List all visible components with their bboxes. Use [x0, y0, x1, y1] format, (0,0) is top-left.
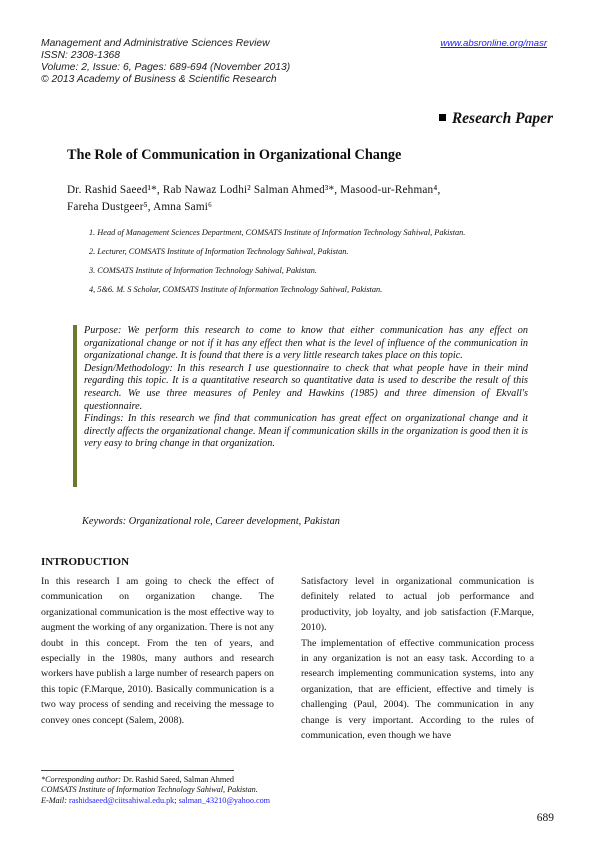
keywords: Keywords: Organizational role, Career development, Pakistan [82, 516, 340, 527]
affiliation-item: 4, 5&6. M. S Scholar, COMSATS Institute of Information Technology Sahiwal, Pakistan. [89, 285, 383, 294]
affiliations [89, 227, 465, 303]
square-bullet-icon [439, 114, 446, 121]
abstract-box [73, 325, 528, 487]
abstract-purpose: Purpose: We perform this research to come to know that either communication has any effect on organizational change or not if it has any effect then what is the level of influence of the communication in organizational change. It is found that there is a very little research takes place on this topic. [84, 325, 528, 362]
affiliation-item: 1. Head of Management Sciences Department, COMSATS Institute of Information Technology Sahiwal, Pakistan. [89, 228, 466, 237]
copyright: © 2013 Academy of Business & Scientific Research [41, 74, 277, 85]
author-list [67, 182, 440, 216]
paragraph: In this research I am going to check the effect of communication on organization change. The organizational communication is the most effective way to augment the working of any organization. There is not any doubt in this concept. From the ten of years, and especially in the 1980s, many authors and research workers have publish a large number of research papers on this topic (F.Marque, 2010). Basically communication is a two way process of sending and receiving the message to convey ones concept (Salem, 2008). [41, 576, 274, 726]
footnote-names: Dr. Rashid Saeed, Salman Ahmed [120, 775, 235, 784]
page-number: 689 [536, 812, 554, 824]
email-link[interactable]: rashidsaeed@ciitsahiwal.edu.pk [68, 795, 175, 805]
footnote-label: *Corresponding author: [41, 775, 121, 784]
right-column [301, 574, 534, 743]
section-heading: INTRODUCTION [41, 556, 130, 568]
website-link[interactable]: www.absronline.org/masr [440, 38, 547, 49]
footnote-institute: COMSATS Institute of Information Technology Sahiwal, Pakistan. [41, 785, 258, 795]
email-separator: ; [174, 795, 179, 805]
email-link[interactable]: salman_43210@yahoo.com [178, 795, 271, 805]
paper-title: The Role of Communication in Organizational Change [67, 147, 402, 163]
paper-type-label: Research Paper [451, 110, 553, 127]
issn: ISSN: 2308-1368 [41, 50, 120, 61]
paragraph: Satisfactory level in organizational communication is definitely related to actual job performance and productivity, job loyalty, and job satisfaction (F.Marque, 2010). [301, 576, 534, 634]
journal-name: Management and Administrative Sciences Review [41, 38, 270, 49]
left-column [41, 574, 274, 728]
abstract-findings: Findings: In this research we find that communication has great effect on organizational change and it directly affects the organizational change. Mean if communication skills in the organization is good then it is very easy to bring change in that organization. [84, 413, 528, 450]
footnote [41, 775, 270, 806]
affiliation-item: 2. Lecturer, COMSATS Institute of Information Technology Sahiwal, Pakistan. [89, 247, 349, 256]
paragraph: The implementation of effective communication process in any organization is not an easy task. According to a research implementing communication systems, into any organization, that are efficient, effective and timely is challenging (Paul, 2004). The communication in any change is very important. According to the rules of communication, even though we have [301, 637, 534, 742]
authors-line-1: Dr. Rashid Saeed¹*, Rab Nawaz Lodhi² Salman Ahmed³*, Masood-ur-Rehman⁴, [67, 184, 441, 196]
footnote-divider [41, 770, 234, 771]
abstract-methodology: Design/Methodology: In this research I use questionnaire to check that what people have in their mind regarding this topic. It is a quantitative research so quantitative data is used to describe the result of this research. We use three measures of Penley and Hawkins (1985) and three dimension of Ekvall's questionnaire. [84, 362, 528, 412]
affiliation-item: 3. COMSATS Institute of Information Technology Sahiwal, Pakistan. [89, 266, 318, 275]
authors-line-2: Fareha Dustgeer⁵, Amna Sami⁶ [67, 201, 213, 213]
paper-type [439, 110, 553, 128]
journal-header [41, 38, 290, 86]
email-label: E-Mail: [41, 795, 67, 805]
volume-info: Volume: 2, Issue: 6, Pages: 689-694 (November 2013) [41, 62, 291, 73]
